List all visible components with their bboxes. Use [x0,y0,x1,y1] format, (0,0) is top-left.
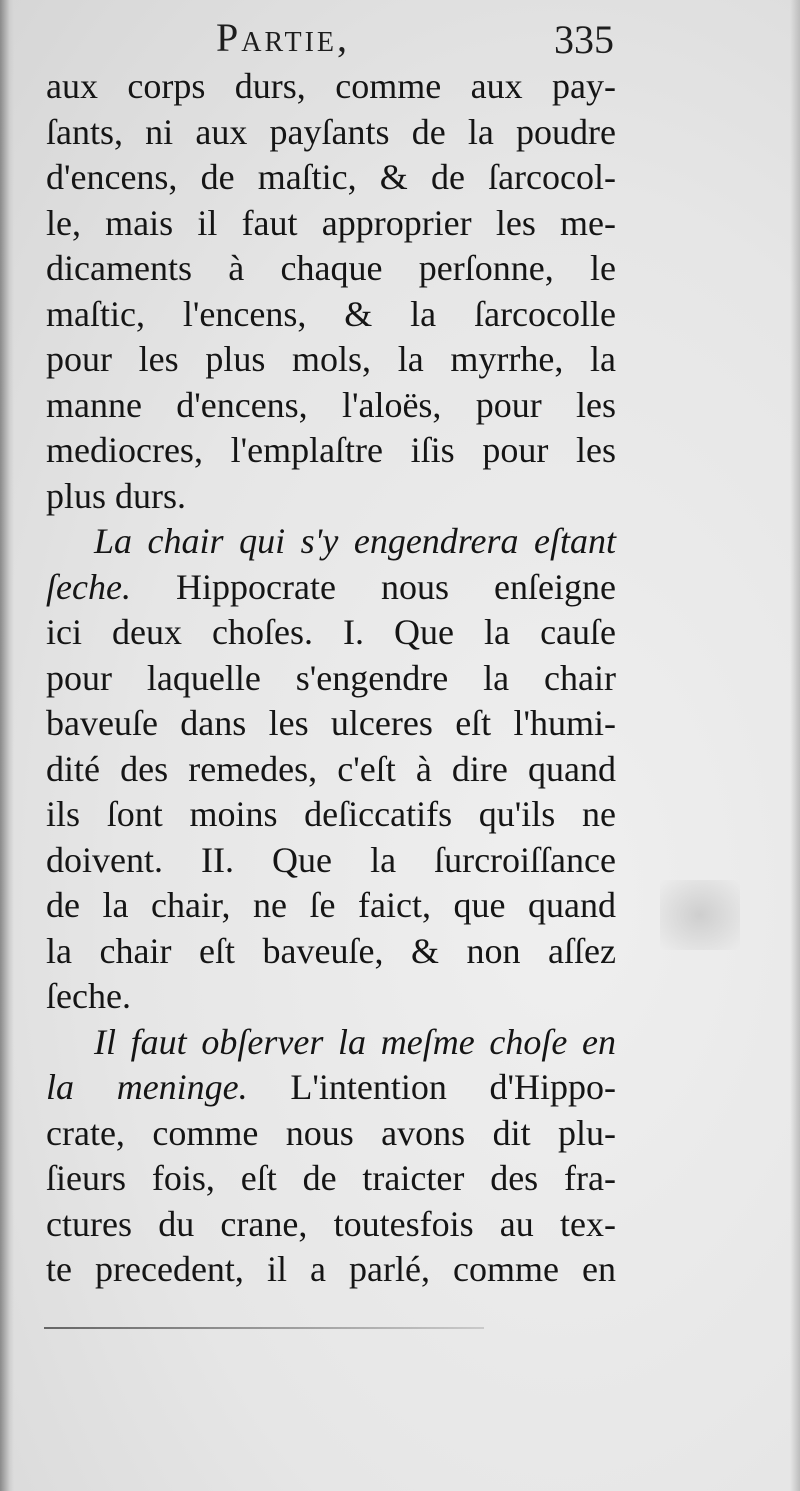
lemma-line [46,1020,616,1066]
lemma-line [46,519,616,565]
text-line: ctures du crane, toutesfois au tex- [46,1203,616,1244]
text-line: dicaments à chaque perſonne, le [46,248,616,288]
text-line: pour les plus mols, la myrrhe, la [46,339,616,379]
text-line: ils ſont moins deſiccatifs qu'ils ne [46,794,616,834]
text-line: manne d'encens, l'aloës, pour les [46,384,616,425]
text-line: la chair eſt baveuſe, & non aſſez [46,930,616,971]
text-line: dité des remedes, c'eſt à dire quand [46,748,616,789]
show-through-stain [660,880,740,950]
text-line: maſtic, l'encens, & la ſarcocolle [46,293,616,334]
text-line: te precedent, il a parlé, comme en [46,1249,616,1289]
bottom-rule [44,1327,484,1329]
text-line [46,565,616,611]
text-line: plus durs. [46,475,187,516]
text-line: pour laquelle s'engendre la chair [46,657,616,698]
text-line: ſants, ni aux payſants de la poudre [46,111,616,152]
page-number: 335 [554,17,614,62]
text-line: d'encens, de maſtic, & de ſarcocol- [46,157,616,197]
text-line: ſieurs fois, eſt de traicter des fra- [46,1158,616,1198]
lemma-text: la meninge. [46,1067,248,1107]
commentary-text: Hippocrate nous enſeigne [130,566,616,607]
text-line: doivent. II. Que la ſurcroiſſance [46,839,616,880]
text-line: mediocres, l'emplaſtre iſis pour les [46,430,616,470]
text-line: le, mais il faut approprier les me- [46,202,616,243]
text-line: aux corps durs, comme aux pay- [46,66,616,106]
text-line: crate, comme nous avons dit plu- [46,1112,616,1153]
text-line: baveuſe dans les ulceres eſt l'humi- [46,703,616,743]
lemma-text: Il faut obſerver la meſme choſe en [94,1021,616,1062]
running-head: Partie, [216,15,350,60]
lemma-text: ſeche. [46,566,131,607]
text-line: de la chair, ne ſe faict, que quand [46,885,616,925]
text-line [46,1065,616,1111]
page-header [48,14,614,64]
text-line: ſeche. [46,976,131,1016]
lemma-text: La chair qui s'y engendrera eſtant [94,521,616,561]
text-line: ici deux choſes. I. Que la cauſe [46,612,616,652]
body-text [46,64,616,1293]
commentary-text: L'intention d'Hippo- [247,1067,617,1107]
